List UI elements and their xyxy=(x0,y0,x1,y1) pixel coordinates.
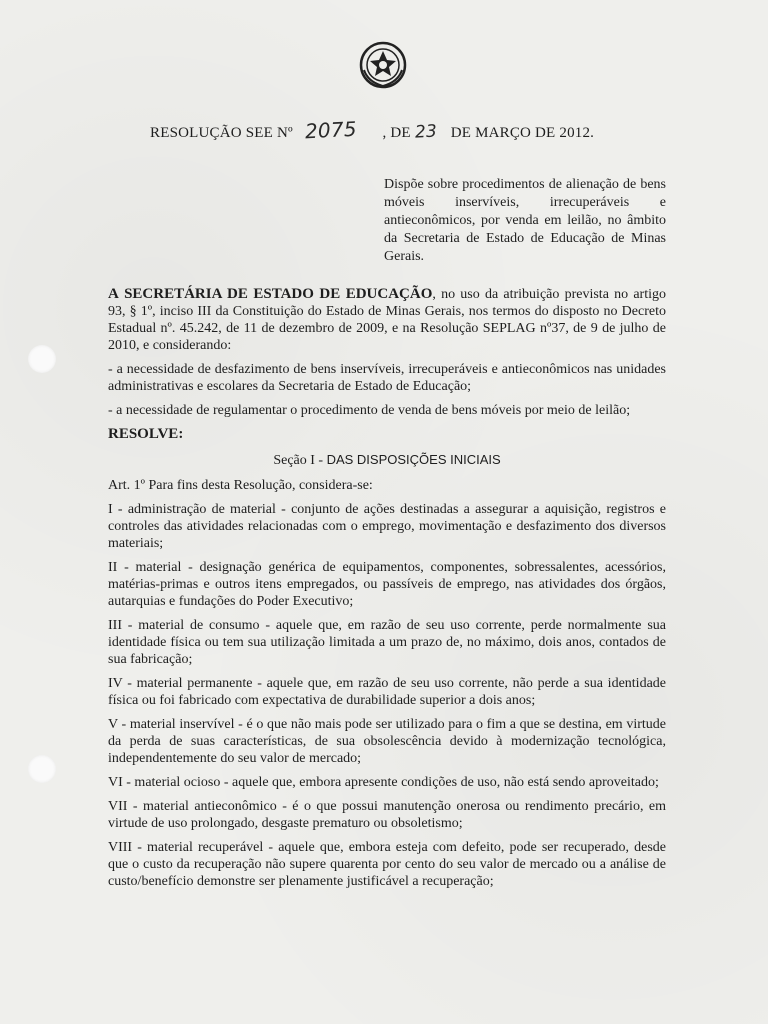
definition-item: VI - material ocioso - aquele que, embora apresente condições de uso, não está sendo aproveitado; xyxy=(108,775,659,790)
article-heading: Art. 1º Para fins desta Resolução, considera-se: xyxy=(108,478,373,493)
definition-item: I - administração de material - conjunto de ações destinadas a assegurar a aquisição, registros e controles das atividades relacionadas com o emprego, movimentação e desfazimento dos diversos materiais; xyxy=(108,502,666,551)
resolution-body xyxy=(108,286,666,897)
date-prefix: , DE xyxy=(382,125,411,141)
preamble-lead: A xyxy=(108,286,119,302)
date-suffix: DE MARÇO DE 2012. xyxy=(450,125,595,141)
handwritten-day: 23 xyxy=(414,121,438,143)
definition-item: VIII - material recuperável - aquele que, embora esteja com defeito, pode ser recuperado, desde que o custo da recuperação não supere quarenta por cento do seu valor de mercado ou a análise de custo/benefício demonstre ser plenamente justificável a recuperação; xyxy=(108,840,666,889)
definition-item: III - material de consumo - aquele que, em razão de seu uso corrente, perde normalmente sua identidade física ou tem sua utilização limitada a um prazo de, no máximo, dois anos, contados de sua fabricação; xyxy=(108,618,666,667)
authority-name: SECRETÁRIA DE ESTADO DE EDUCAÇÃO xyxy=(124,286,433,302)
resolve-heading: RESOLVE: xyxy=(108,426,184,442)
title-prefix: RESOLUÇÃO SEE Nº xyxy=(150,125,293,141)
consideration-item: - a necessidade de regulamentar o procedimento de venda de bens móveis por meio de leilão; xyxy=(108,403,631,418)
handwritten-resolution-number: 2075 xyxy=(304,116,358,144)
definition-item: II - material - designação genérica de equipamentos, componentes, sobressalentes, acessórios, matérias-primas e outros itens empregados, ou passíveis de emprego, nas atividades dos órgãos, autarquias e fundações do Poder Executivo; xyxy=(108,560,666,609)
definition-item: VII - material antieconômico - é o que possui manutenção onerosa ou rendimento precário, em virtude de uso prolongado, desgaste prematuro ou obsoletismo; xyxy=(108,799,666,831)
section-name: DAS DISPOSIÇÕES INICIAIS xyxy=(326,452,501,467)
consideration-item: - a necessidade de desfazimento de bens inservíveis, irrecuperáveis e antieconômicos nas unidades administrativas e escolares da Secretaria de Estado de Educação; xyxy=(108,362,666,394)
definition-item: IV - material permanente - aquele que, em razão de seu uso corrente, não perde a sua identidade física ou foi fabricado com expectativa de durabilidade superior a dois anos; xyxy=(108,676,666,708)
resolution-summary: Dispõe sobre procedimentos de alienação de bens móveis inservíveis, irrecuperáveis e antieconômicos, por venda em leilão, no âmbito da Secretaria de Estado de Educação de Minas Gerais. xyxy=(384,177,666,264)
section-label: Seção I - xyxy=(273,453,324,468)
punch-hole xyxy=(28,755,56,783)
resolution-title xyxy=(150,118,670,142)
section-heading xyxy=(108,451,666,469)
punch-hole xyxy=(28,345,56,373)
coat-of-arms-emblem xyxy=(358,40,408,90)
definition-item: V - material inservível - é o que não mais pode ser utilizado para o fim a que se destina, em virtude da perda de suas características, de sua obsolescência devido à modernização tecnológica, independentemente do seu valor de mercado; xyxy=(108,717,666,766)
preamble-text: , no uso da atribuição prevista no artigo 93, § 1º, inciso III da Constituição do Estado de Minas Gerais, nos termos do disposto no Decreto Estadual nº. 45.242, de 11 de dezembro de 2009, e na Resolução SEPLAG nº37, de 9 de julho de 2010, e considerando: xyxy=(108,287,666,353)
preamble xyxy=(108,286,666,354)
